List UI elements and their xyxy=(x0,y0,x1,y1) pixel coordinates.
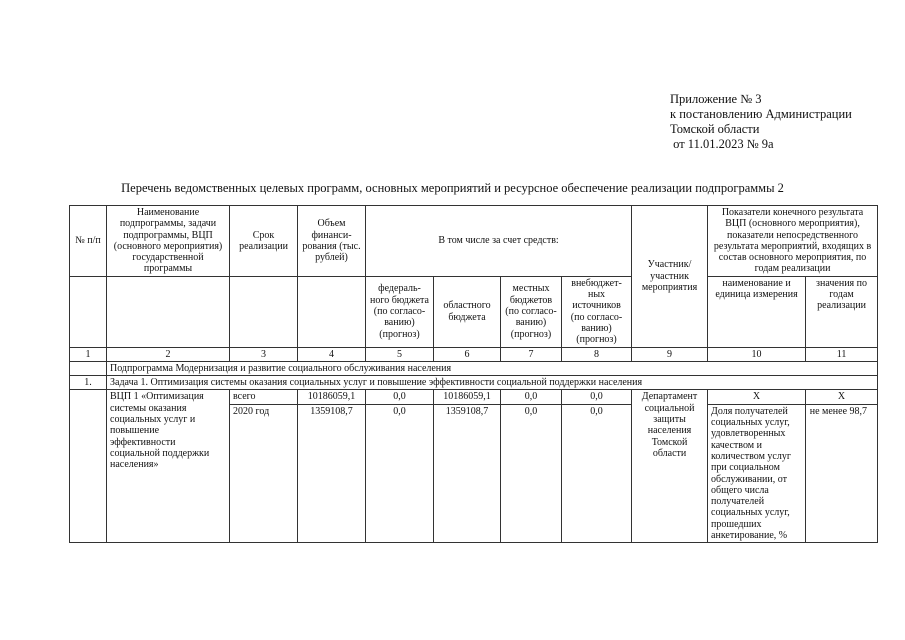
appendix-line-3: Томской области xyxy=(670,122,760,136)
header-ind-values: значения по годам реализации xyxy=(806,276,878,347)
appendix-line-2: к постановлению Администрации xyxy=(670,107,852,121)
col-number: 5 xyxy=(366,347,434,361)
col-number: 10 xyxy=(708,347,806,361)
vcp-regional: 10186059,1 xyxy=(434,390,501,404)
header-volume-bottom xyxy=(298,276,366,347)
header-federal: федераль-ного бюджета (по согласо-ванию) (прогноз) xyxy=(366,276,434,347)
header-indicators-group: Показатели конечного результата ВЦП (основного мероприятия), показатели непосредственного результата мероприятий, входящих в состав основного мероприятия, по годам реализации xyxy=(708,206,878,277)
appendix-line-1: Приложение № 3 xyxy=(670,92,762,106)
header-row-1 xyxy=(70,206,878,277)
vcp-local: 0,0 xyxy=(501,404,562,543)
vcp-regional: 1359108,7 xyxy=(434,404,501,543)
vcp-volume: 10186059,1 xyxy=(298,390,366,404)
appendix-line-4: от 11.01.2023 № 9а xyxy=(670,137,774,151)
col-number: 9 xyxy=(632,347,708,361)
vcp-row-total xyxy=(70,390,878,404)
vcp-extra: 0,0 xyxy=(562,390,632,404)
header-regional: областного бюджета xyxy=(434,276,501,347)
vcp-extra: 0,0 xyxy=(562,404,632,543)
header-local: местных бюджетов (по согласо-ванию) (прогноз) xyxy=(501,276,562,347)
col-number: 11 xyxy=(806,347,878,361)
col-number: 8 xyxy=(562,347,632,361)
program-table xyxy=(69,205,878,543)
vcp-ind-value: Х xyxy=(806,390,878,404)
header-num-bottom xyxy=(70,276,107,347)
vcp-federal: 0,0 xyxy=(366,404,434,543)
vcp-period: 2020 год xyxy=(230,404,298,543)
vcp-local: 0,0 xyxy=(501,390,562,404)
header-volume: Объем финанси-рования (тыс. рублей) xyxy=(298,206,366,277)
vcp-ind-name: Х xyxy=(708,390,806,404)
vcp-num xyxy=(70,390,107,543)
col-number: 2 xyxy=(107,347,230,361)
header-participant: Участник/ участник мероприятия xyxy=(632,206,708,348)
subprogram-row xyxy=(70,361,878,375)
col-number: 1 xyxy=(70,347,107,361)
subprogram-title: Подпрограмма Модернизация и развитие социального обслуживания населения xyxy=(107,361,878,375)
col-number: 6 xyxy=(434,347,501,361)
vcp-federal: 0,0 xyxy=(366,390,434,404)
header-ind-name: наименование и единица измерения xyxy=(708,276,806,347)
header-num: № п/п xyxy=(70,206,107,277)
col-number: 3 xyxy=(230,347,298,361)
task-title: Задача 1. Оптимизация системы оказания социальных услуг и повышение эффективности социальной поддержки населения xyxy=(107,376,878,390)
header-extra: внебюджет-ных источников (по согласо-ванию) (прогноз) xyxy=(562,276,632,347)
col-number: 4 xyxy=(298,347,366,361)
header-name: Наименование подпрограммы, задачи подпрограммы, ВЦП (основного мероприятия) государственной программы xyxy=(107,206,230,277)
header-sources-group: В том числе за счет средств: xyxy=(366,206,632,277)
header-period: Срок реализации xyxy=(230,206,298,277)
task-row xyxy=(70,376,878,390)
header-period-bottom xyxy=(230,276,298,347)
vcp-name: ВЦП 1 «Оптимизация системы оказания социальных услуг и повышение эффективности социальной поддержки населения» xyxy=(107,390,230,543)
vcp-period: всего xyxy=(230,390,298,404)
vcp-ind-value: не менее 98,7 xyxy=(806,404,878,543)
appendix-block xyxy=(670,92,852,152)
column-numbers-row xyxy=(70,347,878,361)
subprogram-num xyxy=(70,361,107,375)
col-number: 7 xyxy=(501,347,562,361)
vcp-volume: 1359108,7 xyxy=(298,404,366,543)
task-num: 1. xyxy=(70,376,107,390)
document-title: Перечень ведомственных целевых программ, основных мероприятий и ресурсное обеспечение реализации подпрограммы 2 xyxy=(121,181,784,195)
vcp-participant: Департамент социальной защиты населения Томской области xyxy=(632,390,708,543)
header-name-bottom xyxy=(107,276,230,347)
vcp-ind-name: Доля получателей социальных услуг, удовлетворенных качеством и количеством услуг при социальном обслуживании, от общего числа получателей социальных услуг, прошедших анкетирование, % xyxy=(708,404,806,543)
